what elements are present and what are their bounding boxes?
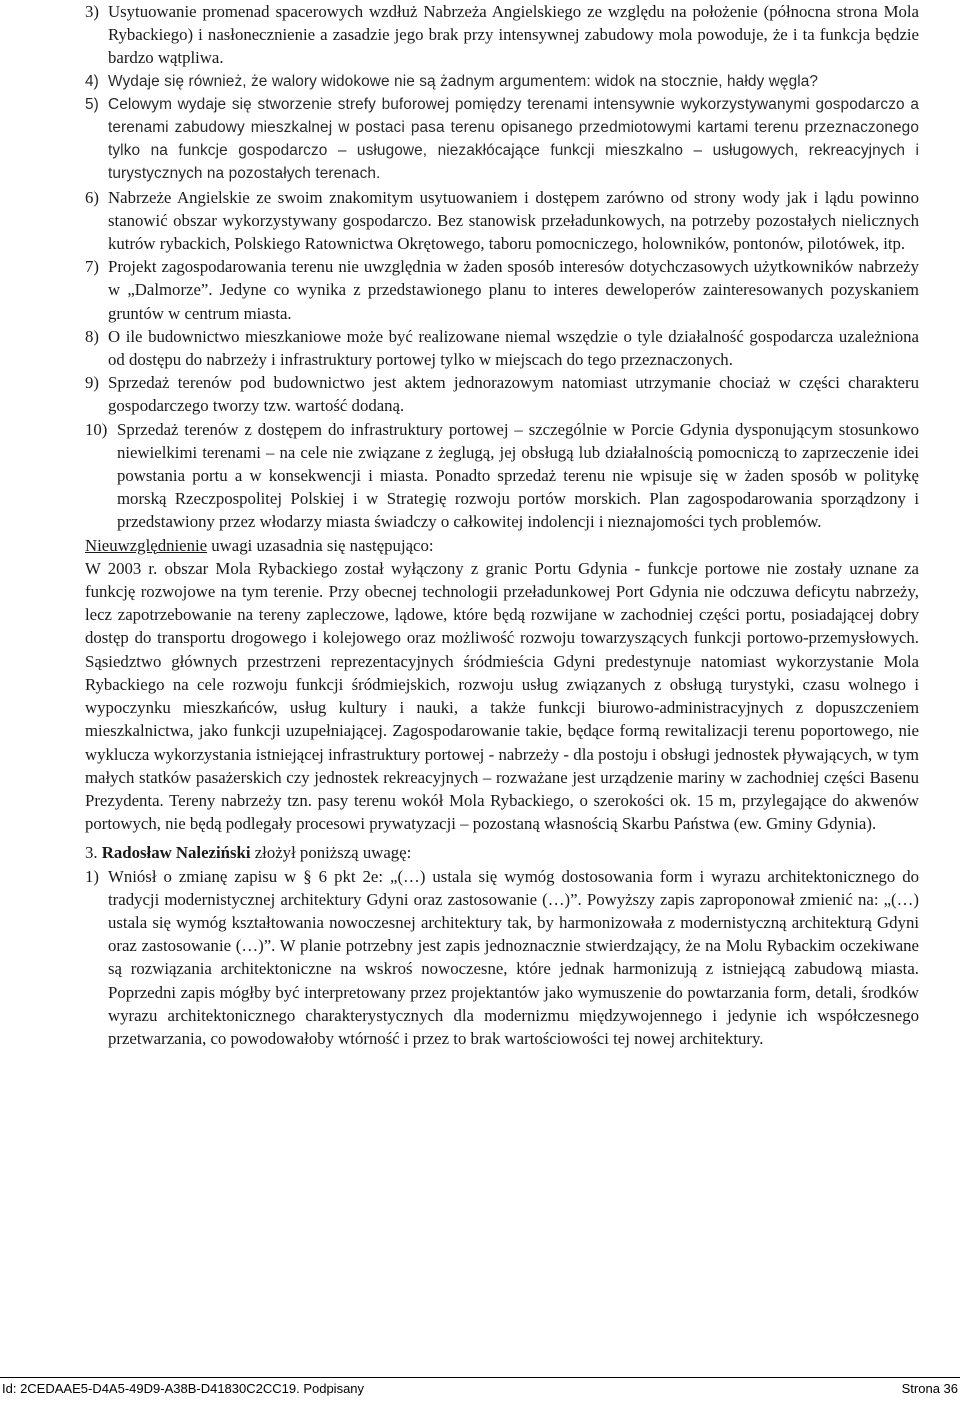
item-text: Projekt zagospodarowania terenu nie uwzględnia w żaden sposób interesów dotychczasowych użytkowników nabrzeży w „Dalmorze”. Jedyne co wynika z przedstawionego planu to interes deweloperów zainteresowanych pozyskaniem gruntów w centrum miasta. — [108, 257, 919, 323]
list-item-3 — [85, 0, 919, 70]
list-item-4 — [85, 70, 919, 93]
list-item-10 — [85, 418, 919, 534]
section-3-heading — [85, 841, 919, 864]
list-item-9 — [85, 371, 919, 417]
section-heading-rest: złożył poniższą uwagę: — [250, 843, 412, 863]
page-number: Strona 36 — [901, 1381, 958, 1396]
item-number: 9) — [85, 373, 99, 393]
item-text: Wniósł o zmianę zapisu w § 6 pkt 2e: „(…) ustala się wymóg dostosowania form i wyrazu architektonicznego do tradycji modernistycznej architektury Gdyni oraz zastosowanie (…)”. Powyższy zapis zaproponował zmienić na: „(…) ustala się wymóg kształtowania nowoczesnej architektury tak, by harmonizowała z modernistyczną architekturą Gdyni oraz zastosowanie (…)”. W planie potrzebny jest zapis jednoznacznie stwierdzający, że na Molu Rybackim oczekiwane są rozwiązania architektoniczne na wskroś nowoczesne, które jednak harmonizują z istniejącą zabudową miasta. Poprzedni zapis mógłby być interpretowany przez projektantów jako wymuszenie do powtarzania form, detali, środków wyrazu architektonicznego charakterystycznych dla modernizmu międzywojennego i jedynie ich współczesnego przetwarzania, co powodowałoby wtórność i przez to brak wartościowości tej nowej architektury. — [108, 866, 919, 1048]
item-number: 7) — [85, 257, 99, 277]
reasons-heading — [85, 534, 919, 557]
list-item-8 — [85, 325, 919, 371]
document-id: Id: 2CEDAAE5-D4A5-49D9-A38B-D41830C2CC19. Podpisany — [2, 1381, 365, 1396]
item-text: Sprzedaż terenów pod budownictwo jest aktem jednorazowym natomiast utrzymanie chociaż w części charakteru gospodarczego tworzy tzw. wartość dodaną. — [108, 373, 919, 416]
item-number: 1) — [85, 866, 99, 886]
footer-divider — [0, 1377, 960, 1378]
item-number: 4) — [85, 72, 99, 90]
item-number: 8) — [85, 326, 99, 346]
reasons-heading-underlined: Nieuwzględnienie — [85, 535, 208, 555]
item-text: Usytuowanie promenad spacerowych wzdłuż Nabrzeża Angielskiego ze względu na położenie (północna strona Mola Rybackiego) i nasłonecznienie a zasadzie jego brak przy intensywnej zabudowy mola powoduje, że i ta funkcja będzie bardzo wątpliwa. — [108, 2, 919, 68]
reasons-text: W 2003 r. obszar Mola Rybackiego został wyłączony z granic Portu Gdynia - funkcje portowe nie zostały uznane za funkcję rozwojowe na tym terenie. Przy obecnej technologii przeładunkowej Port Gdynia nie odczuwa deficytu nabrzeży, lecz zapotrzebowanie na tereny zapleczowe, lądowe, które będą rozwijane w zachodniej części portu, posiadającej dobry dostęp do transportu drogowego i kolejowego oraz możliwość rozwoju towarzyszących funkcji portowo-przemysłowych. Sąsiedztwo głównych przestrzeni reprezentacyjnych śródmieścia Gdyni predestynuje natomiast wykorzystanie Mola Rybackiego na cele rozwoju funkcji śródmiejskich, rozwoju usług związanych z obsługą turystyki, czasu wolnego i wypoczynku mieszkańców, usług kultury i nauki, a także funkcji biurowo-administracyjnych z dopuszczeniem mieszkalnictwa, jako funkcji uzupełniającej. Zagospodarowanie takie, będące formą rewitalizacji terenu poportowego, nie wyklucza wykorzystania istniejącej infrastruktury portowej - nabrzeży - dla postoju i obsługi jednostek pływających, w tym małych statków pasażerskich czy jednostek rekreacyjnych – rozważane jest urządzenie mariny w zachodniej części Basenu Prezydenta. Tereny nabrzeży tzn. pasy terenu wokół Mola Rybackiego, o szerokości ok. 15 m, przylegające do akwenów portowych, nie będą podlegały procesowi prywatyzacji – pozostaną własnością Skarbu Państwa (ew. Gminy Gdynia). — [85, 558, 919, 834]
item-number: 3) — [85, 2, 99, 21]
author-name: Radosław Naleziński — [101, 843, 251, 863]
list-item-5 — [85, 93, 919, 186]
item-number: 5) — [85, 95, 99, 113]
item-text: Sprzedaż terenów z dostępem do infrastruktury portowej – szczególnie w Porcie Gdynia dysponującym stosunkowo niewielkimi terenami – na cele nie związane z żeglugą, jej obsługą lub działalnością pomocniczą to zaprzeczenie idei powstania portu a w konsekwencji i miasta. Ponadto sprzedaż terenu nie wpisuje się w żaden sposób w politykę morską Rzeczpospolitej Polskiej i w Strategię rozwoju portów morskich. Plan zagospodarowania sporządzony i przedstawiony przez włodarzy miasta świadczy o całkowitej indolencji i nieznajomości tych problemów. — [117, 419, 919, 532]
page-footer — [0, 1381, 960, 1399]
item-number: 10) — [85, 419, 108, 439]
page-content — [85, 0, 919, 1050]
section-number: 3. — [85, 843, 98, 863]
item-number: 6) — [85, 187, 99, 207]
list-item-7 — [85, 255, 919, 325]
reasons-heading-rest: uwagi uzasadnia się następująco: — [207, 535, 434, 555]
item-text: Celowym wydaje się stworzenie strefy buforowej pomiędzy terenami intensywnie wykorzystywanymi gospodarczo a terenami zabudowy mieszkalnej w postaci pasa terenu opisanego przedmiotowymi kartami terenu przeznaczonego tylko na funkcje gospodarczo – usługowe, niezakłócające funkcji mieszkalno – usługowych, rekreacyjnych i turystycznych na pozostałych terenach. — [108, 95, 919, 183]
list-item-6 — [85, 186, 919, 256]
item-text: O ile budownictwo mieszkaniowe może być realizowane niemal wszędzie o tyle działalność gospodarcza uzależniona od dostępu do nabrzeży i infrastruktury portowej tylko w miejscach do tego przeznaczonych. — [108, 326, 919, 370]
item-text: Wydaje się również, że walory widokowe nie są żadnym argumentem: widok na stocznie, hałdy węgla? — [108, 72, 819, 90]
item-text: Nabrzeże Angielskie ze swoim znakomitym usytuowaniem i dostępem zarówno od strony wody jak i lądu powinno stanowić obszar wykorzystywany gospodarczo. Bez stanowisk przeładunkowych, na potrzeby pozostałych nielicznych kutrów rybackich, Polskiego Ratownictwa Okrętowego, taboru pomocniczego, holowników, pontonów, pilotówek, itp. — [108, 187, 919, 254]
remark-item-1 — [85, 865, 919, 1051]
